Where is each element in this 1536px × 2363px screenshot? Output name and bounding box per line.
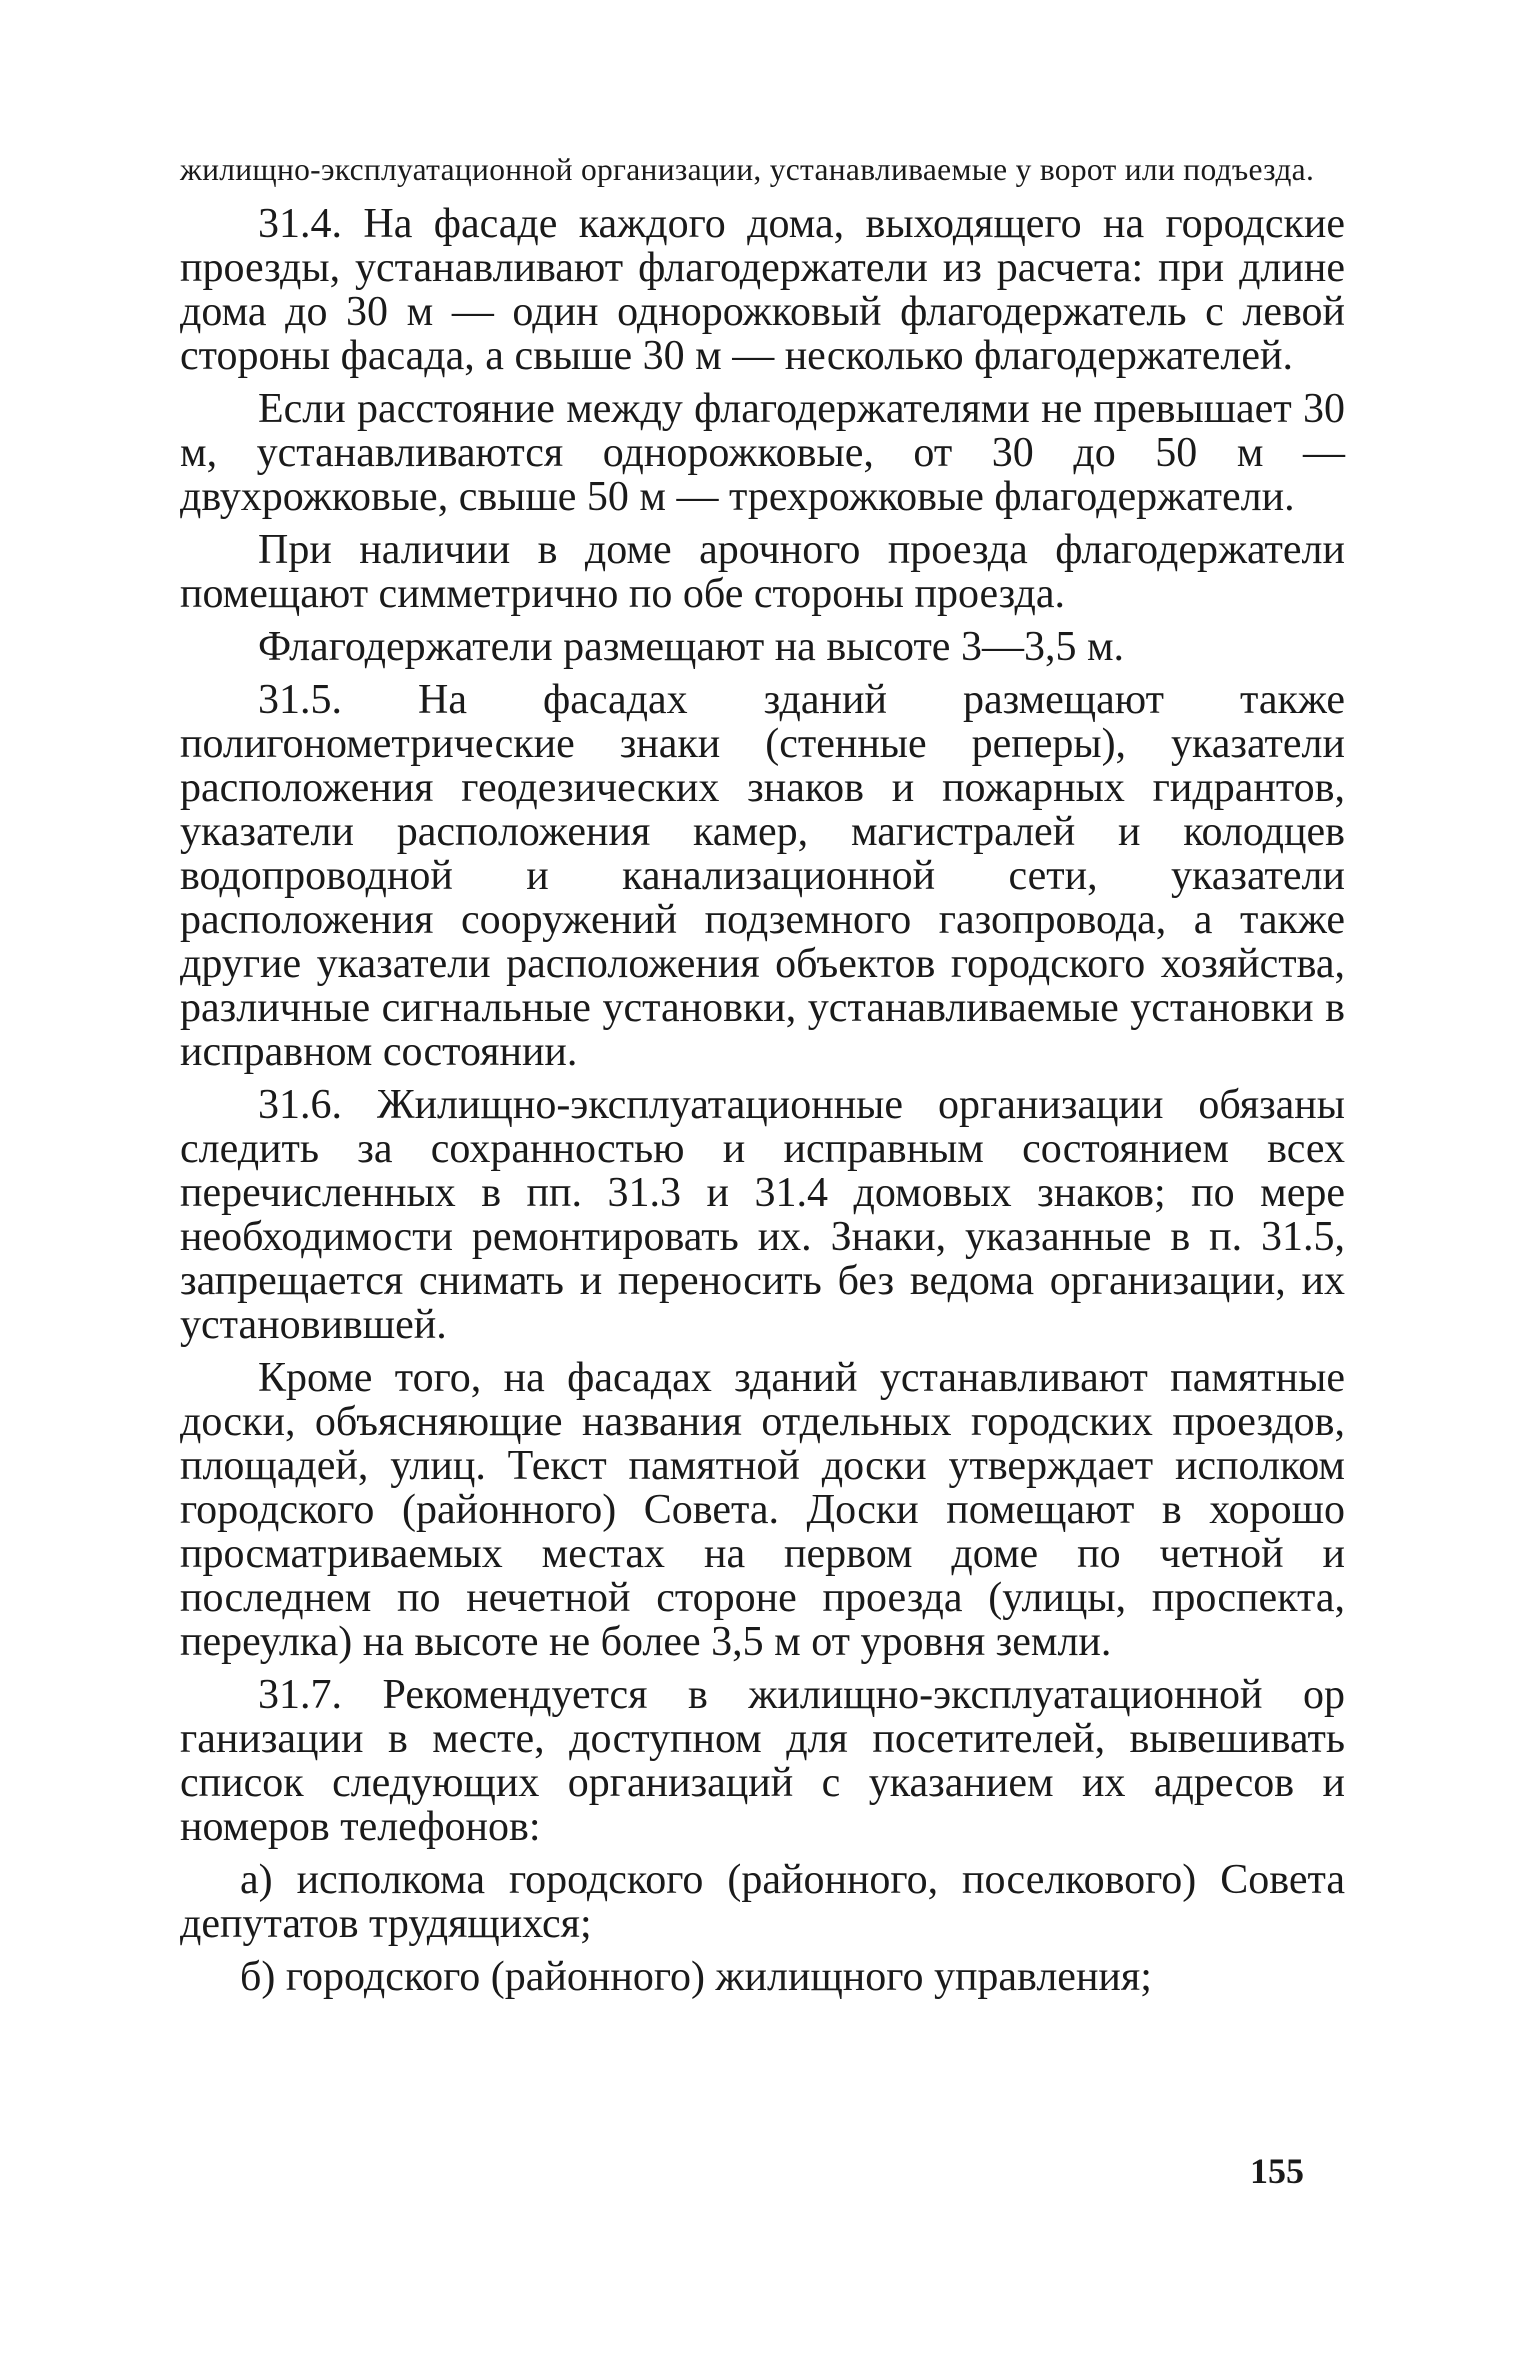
page-number: 155: [1250, 2151, 1304, 2191]
page-body: [180, 150, 1345, 2008]
continued-paragraph: жилищно-эксплуатационной организации, устанавливаемые у ворот или подъезда.: [180, 152, 1315, 187]
paragraph-31-7: 31.7. Рекомендуется в жилищно-эксплуатационной ор ганизации в месте, доступном для посетителей, вывешивать список следующих организаций с указанием их адресов и номеров телефонов:: [180, 1672, 1345, 1850]
paragraph-height: Флагодержатели размещают на высоте 3—3,5 м.: [258, 624, 1125, 670]
list-item-a: а) исполкома городского (районного, поселкового) Совета депутатов трудящихся;: [180, 1857, 1345, 1947]
paragraph-31-6: 31.6. Жилищно-эксплуатационные организации обязаны следить за сохранностью и исправным состоянием всех перечисленных в пп. 31.3 и 31.4 домовых знаков; по мере необходимости ремонтировать их. Знаки, указанные в п. 31.5, запрещается снимать и переносить без ведома организации, их установившей.: [180, 1082, 1345, 1348]
list-item-b: б) городского (районного) жилищного управления;: [240, 1954, 1152, 2000]
paragraph-arch: При наличии в доме арочного проезда флагодержатели помещают симметрично по обе стороны проезда.: [180, 527, 1345, 617]
paragraph-31-4: 31.4. На фасаде каждого дома, выходящего на городские проезды, устанавливают флагодержатели из расчета: при длине дома до 30 м — один однорожковый флагодержатель с левой стороны фасада, а свыше 30 м — несколько флагодержателей.: [180, 201, 1345, 379]
paragraph-31-5: 31.5. На фасадах зданий размещают также полигонометрические знаки (стенные реперы), указатели расположения геодезических знаков и пожарных гидрантов, указатели расположения камер, магистралей и колодцев водопроводной и канализационной сети, указатели расположения сооружений подземного газопровода, а также другие указатели расположения объектов городского хозяйства, различные сигнальные установки, устанавливаемые установки в исправном состоянии.: [180, 677, 1345, 1075]
paragraph-distance: Если расстояние между флагодержателями не превышает 30 м, устанавливаются однорожковые, от 30 до 50 м — двухрожковые, свыше 50 м — трехрожковые флагодержатели.: [180, 386, 1345, 520]
paragraph-memorial: Кроме того, на фасадах зданий устанавливают памятные доски, объясняющие названия отдельных городских проездов, площадей, улиц. Текст памятной доски утверждает исполком городского (районного) Совета. Доски помещают в хорошо просматриваемых местах на первом доме по четной и последнем по нечетной стороне проезда (улицы, проспекта, переулка) на высоте не более 3,5 м от уровня земли.: [180, 1355, 1345, 1665]
